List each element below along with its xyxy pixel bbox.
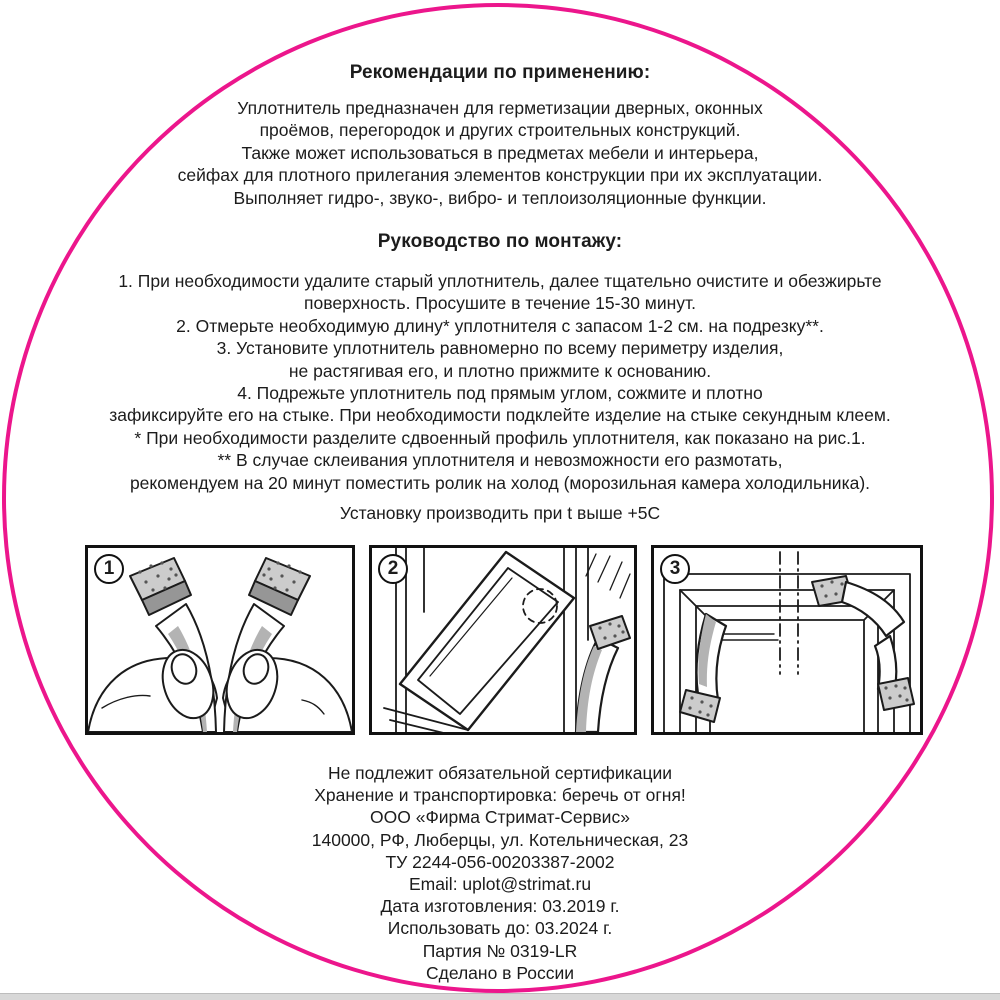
figure-number-badge: 2	[378, 554, 408, 584]
figure-number-badge: 1	[94, 554, 124, 584]
email-line: Email: uplot@strimat.ru	[408, 874, 592, 895]
text-line: проёмов, перегородок и других строительных конструкций.	[259, 120, 741, 141]
frame-perimeter-illustration	[654, 548, 920, 732]
batch-number: Партия № 0319-LR	[422, 940, 578, 961]
image-bottom-edge	[0, 993, 1000, 1000]
figure-strip	[85, 545, 923, 735]
certification-note: Не подлежит обязательной сертификации	[327, 763, 673, 783]
split-profile-illustration	[88, 548, 352, 732]
text-line: рекомендуем на 20 минут поместить ролик на холод (морозильная камера холодильника).	[129, 472, 871, 493]
window-sash-illustration	[372, 548, 634, 732]
tu-number: ТУ 2244-056-00203387-2002	[385, 851, 615, 872]
figure-panel-frame-perimeter	[651, 545, 923, 735]
text-line: 1. При необходимости удалите старый уплотнитель, далее тщательно очистите и обезжирьте	[118, 271, 882, 291]
recommendations-title: Рекомендации по применению:	[349, 62, 651, 83]
text-line: сейфах для плотного прилегания элементов конструкции при их эксплуатации.	[177, 165, 823, 186]
use-by-date: Использовать до: 03.2024 г.	[387, 918, 613, 939]
company-name: ООО «Фирма Стримат-Сервис»	[370, 807, 630, 828]
figure-panel-split-profile	[85, 545, 355, 735]
text-line: поверхность. Просушите в течение 15-30 минут.	[304, 293, 696, 314]
figure-panel-window-sash	[369, 545, 637, 735]
manufacture-date: Дата изготовления: 03.2019 г.	[380, 896, 620, 917]
text-line: ** В случае склеивания уплотнителя и невозможности его размотать,	[217, 450, 783, 471]
text-line: 2. Отмерьте необходимую длину* уплотнителя с запасом 1-2 см. на подрезку**.	[176, 315, 824, 336]
text-line: 3. Установите уплотнитель равномерно по всему периметру изделия,	[216, 338, 784, 359]
text-line: 4. Подрежьте уплотнитель под прямым углом, сожмите и плотно	[237, 383, 763, 404]
text-line: Выполняет гидро-, звуко-, вибро- и теплоизоляционные функции.	[233, 187, 767, 208]
footer-info	[0, 762, 1000, 984]
installation-text	[0, 270, 1000, 494]
figure-number-badge: 3	[660, 554, 690, 584]
installation-title: Руководство по монтажу:	[377, 231, 623, 252]
text-line: зафиксируйте его на стыке. При необходимости подклейте изделие на стыке секундным клеем.	[109, 405, 891, 426]
storage-note: Хранение и транспортировка: беречь от огня!	[314, 785, 686, 806]
text-line: не растягивая его, и плотно прижмите к основанию.	[288, 360, 712, 381]
temperature-note: Установку производить при t выше +5С	[339, 503, 661, 523]
text-line: Также может использоваться в предметах мебели и интерьера,	[241, 142, 759, 163]
recommendations-text	[0, 97, 1000, 209]
made-in-country: Сделано в России	[425, 962, 575, 983]
text-line: * При необходимости разделите сдвоенный профиль уплотнителя, как показано на рис.1.	[134, 427, 866, 448]
text-line: Уплотнитель предназначен для герметизации дверных, оконных	[237, 98, 763, 118]
company-address: 140000, РФ, Люберцы, ул. Котельническая, 23	[311, 829, 689, 850]
